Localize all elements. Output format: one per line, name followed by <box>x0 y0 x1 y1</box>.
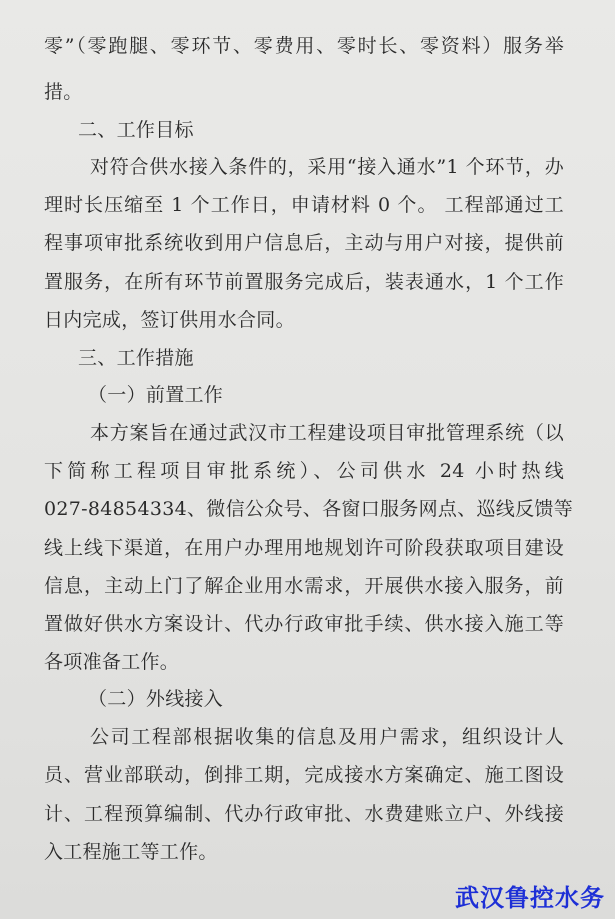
paragraph-line: 入工程施工等工作。 <box>44 841 218 863</box>
paragraph-line: 下简称工程项目审批系统）、公司供水 24 小时热线 <box>44 460 564 482</box>
paragraph-line: 置服务，在所有环节前置服务完成后，装表通水，1 个工作 <box>44 271 564 293</box>
paragraph-line: 线上线下渠道，在用户办理用地规划许可阶段获取项目建设 <box>44 537 564 559</box>
section-heading: 三、工作措施 <box>78 347 194 369</box>
paragraph-line: 027-84854334、微信公众号、各窗口服务网点、巡线反馈等 <box>44 498 573 520</box>
paragraph-line: 措。 <box>44 81 83 103</box>
paragraph-line: 计、工程预算编制、代办行政审批、水费建账立户、外线接 <box>44 803 564 825</box>
paragraph-line: 日内完成，签订供用水合同。 <box>44 309 295 331</box>
paragraph-line: 零”（零跑腿、零环节、零费用、零时长、零资料）服务举 <box>44 35 564 57</box>
paragraph-line: 信息，主动上门了解企业用水需求，开展供水接入服务，前 <box>44 575 564 597</box>
section-heading: 二、工作目标 <box>78 119 194 141</box>
paragraph-line: 公司工程部根据收集的信息及用户需求，组织设计人 <box>90 726 564 748</box>
paragraph-line: 各项准备工作。 <box>44 651 180 673</box>
paragraph-line: 置做好供水方案设计、代办行政审批手续、供水接入施工等 <box>44 613 564 635</box>
paragraph-line: 理时长压缩至 1 个工作日，申请材料 0 个。 工程部通过工 <box>44 194 564 216</box>
paragraph-line: 员、营业部联动，倒排工期，完成接水方案确定、施工图设 <box>44 764 564 786</box>
subsection-heading: （二）外线接入 <box>88 688 224 710</box>
paragraph-line: 对符合供水接入条件的，采用“接入通水”1 个环节，办 <box>90 156 564 178</box>
watermark-text: 武汉鲁控水务 <box>455 884 605 912</box>
subsection-heading: （一）前置工作 <box>88 384 224 406</box>
paragraph-line: 程事项审批系统收到用户信息后，主动与用户对接，提供前 <box>44 232 564 254</box>
paragraph-line: 本方案旨在通过武汉市工程建设项目审批管理系统（以 <box>90 422 564 444</box>
